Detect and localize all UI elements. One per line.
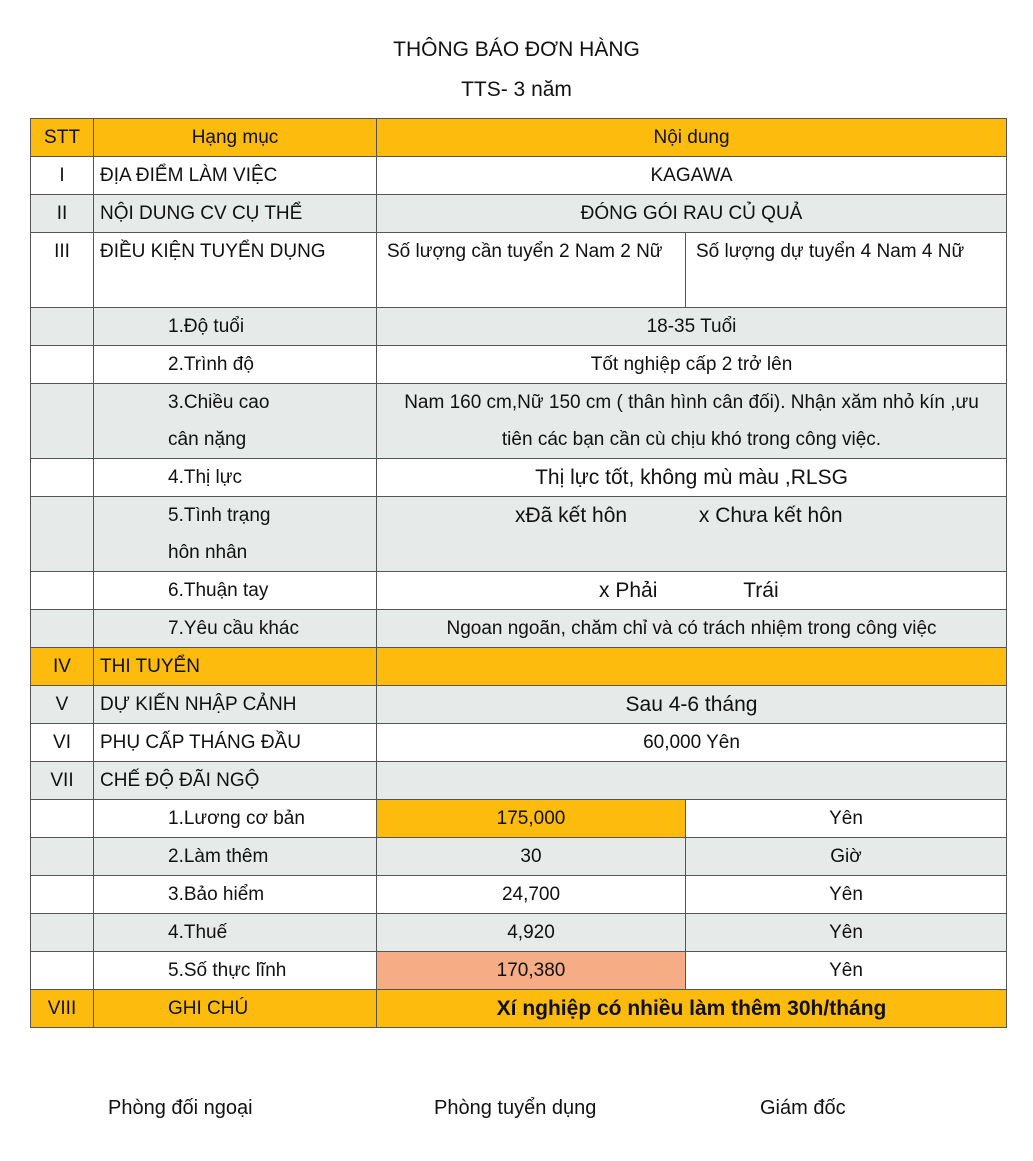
table-row [31,572,1007,610]
row-value: KAGAWA [377,157,1007,195]
row-label: 4.Thị lực [94,459,377,497]
table-row [31,800,1007,838]
row-stt: II [31,195,94,233]
row-label: PHỤ CẤP THÁNG ĐẦU [94,724,377,762]
row-label: NỘI DUNG CV CỤ THỂ [94,195,377,233]
header-content: Nội dung [377,119,1007,157]
table-row [31,914,1007,952]
row-stt: I [31,157,94,195]
row-label: 2.Trình độ [94,346,377,384]
row-label: THI TUYỂN [94,648,377,686]
marital-options [377,497,1007,572]
tax-value: 4,920 [377,914,686,952]
row-stt: III [31,233,94,308]
salary-value: 175,000 [377,800,686,838]
table-row [31,233,1007,308]
page-subtitle: TTS- 3 năm [461,78,572,101]
row-label: 3.Chiều cao cân nặng [94,384,377,459]
row-label: 7.Yêu cầu khác [94,610,377,648]
row-value: ĐÓNG GÓI RAU CỦ QUẢ [377,195,1007,233]
table-row [31,686,1007,724]
row-value: Ngoan ngoãn, chăm chỉ và có trách nhiệm trong công việc [377,610,1007,648]
signature-director: Giám đốc [760,1097,846,1119]
table-row [31,952,1007,990]
signature-foreign-affairs: Phòng đối ngoại [108,1097,253,1119]
table-row [31,838,1007,876]
row-label: 5.Số thực lĩnh [94,952,377,990]
row-stt: IV [31,648,94,686]
candidate-count: Số lượng dự tuyển 4 Nam 4 Nữ [686,233,1007,308]
row-label: 3.Bảo hiểm [94,876,377,914]
unit: Yên [686,876,1007,914]
unit: Giờ [686,838,1007,876]
table-row [31,459,1007,497]
table-row [31,157,1007,195]
option-left: Trái [743,578,779,602]
header-stt: STT [31,119,94,157]
hand-options [377,572,1007,610]
unit: Yên [686,914,1007,952]
unit: Yên [686,952,1007,990]
row-label: 2.Làm thêm [94,838,377,876]
table-row [31,346,1007,384]
net-value: 170,380 [377,952,686,990]
row-value: Tốt nghiệp cấp 2 trở lên [377,346,1007,384]
row-value: Nam 160 cm,Nữ 150 cm ( thân hình cân đối). Nhận xăm nhỏ kín ,ưu tiên các bạn cần cù chịu khó trong công việc. [377,384,1007,459]
table-row [31,384,1007,459]
table-row [31,876,1007,914]
row-label: DỰ KIẾN NHẬP CẢNH [94,686,377,724]
row-value: Sau 4-6 tháng [377,686,1007,724]
note-value: Xí nghiệp có nhiều làm thêm 30h/tháng [377,990,1007,1028]
row-label: 5.Tình trạng hôn nhân [94,497,377,572]
option-married: xĐã kết hôn [515,504,628,527]
table-row [31,195,1007,233]
option-single: x Chưa kết hôn [698,504,843,527]
table-row [31,497,1007,572]
row-value: Thị lực tốt, không mù màu ,RLSG [377,459,1007,497]
row-stt: V [31,686,94,724]
row-label: 1.Lương cơ bản [94,800,377,838]
table-row [31,308,1007,346]
row-label: GHI CHÚ [94,990,377,1028]
row-stt: VII [31,762,94,800]
row-label: 1.Độ tuổi [94,308,377,346]
order-table [30,118,1007,1028]
required-count: Số lượng cần tuyển 2 Nam 2 Nữ [377,233,686,308]
insurance-value: 24,700 [377,876,686,914]
row-stt: VI [31,724,94,762]
table-header-row [31,119,1007,157]
table-row [31,610,1007,648]
row-value [377,648,1007,686]
table-row [31,762,1007,800]
signature-recruitment: Phòng tuyển dụng [434,1097,597,1119]
row-label: ĐỊA ĐIỂM LÀM VIỆC [94,157,377,195]
row-value: 18-35 Tuổi [377,308,1007,346]
row-label: 6.Thuận tay [94,572,377,610]
unit: Yên [686,800,1007,838]
page-title: THÔNG BÁO ĐƠN HÀNG [393,38,640,61]
table-row [31,990,1007,1028]
table-row [31,648,1007,686]
option-right: x Phải [599,578,658,602]
row-label: CHẾ ĐỘ ĐÃI NGỘ [94,762,377,800]
row-value: 60,000 Yên [377,724,1007,762]
row-label: ĐIỀU KIỆN TUYỂN DỤNG [94,233,377,308]
row-stt: VIII [31,990,94,1028]
header-category: Hạng mục [94,119,377,157]
table-row [31,724,1007,762]
overtime-value: 30 [377,838,686,876]
row-label: 4.Thuế [94,914,377,952]
